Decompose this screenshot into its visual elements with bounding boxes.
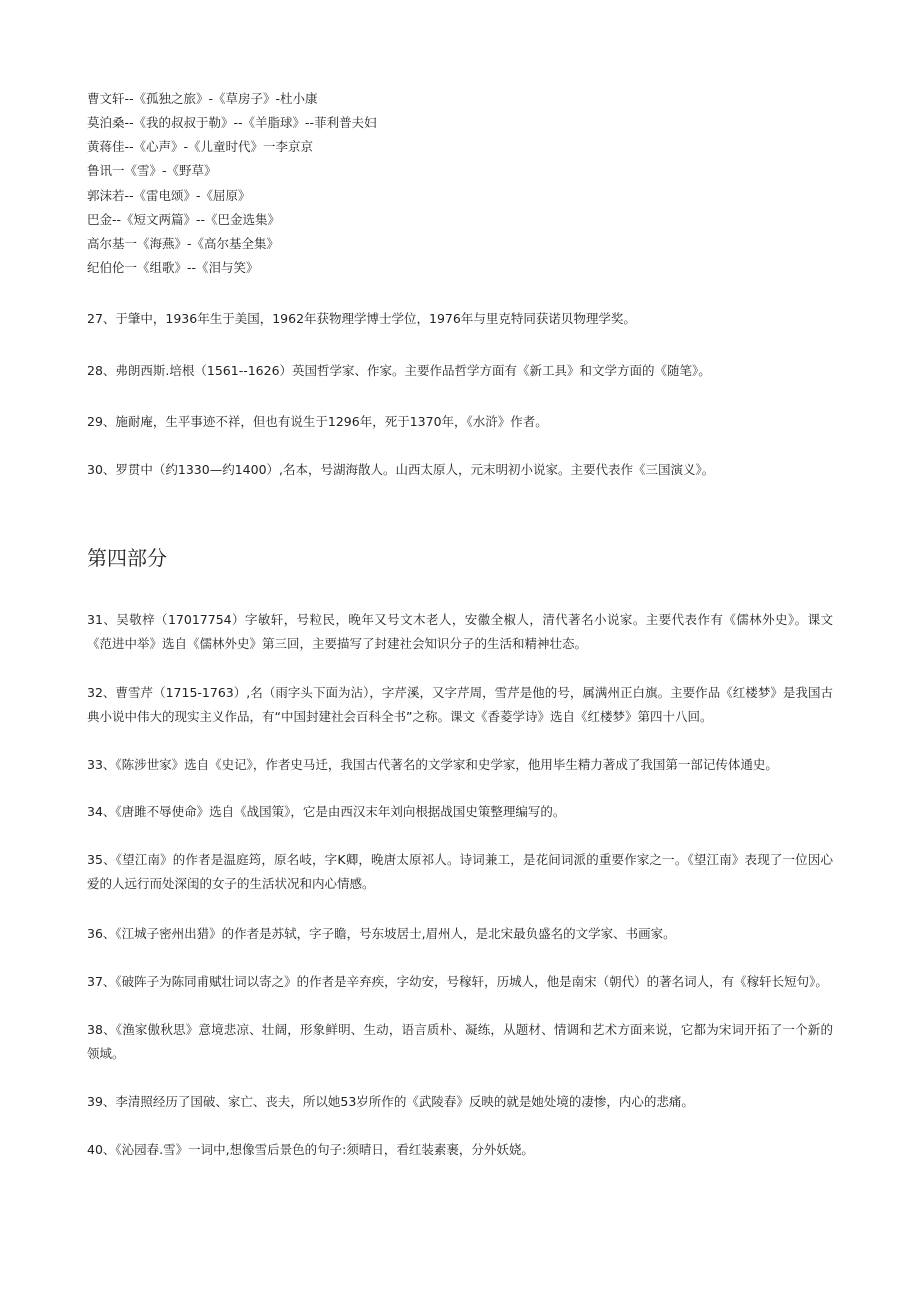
item-36: 36、《江城子密州出猎》的作者是苏轼，字子瞻，号东坡居士,眉州人，是北宋最负盛名的文学家、书画家。 <box>87 926 676 941</box>
section-heading: 第四部分 <box>87 546 167 570</box>
item-29: 29、施耐庵，生平事迹不祥，但也有说生于1296年，死于1370年，《水浒》作者。 <box>87 414 548 429</box>
work-line: 郭沫若--《雷电颂》-《屈原》 <box>87 188 251 203</box>
item-39: 39、李清照经历了国破、家亡、丧夫，所以她53岁所作的《武陵春》反映的就是她处境的凄惨，内心的悲痛。 <box>87 1094 694 1109</box>
item-30: 30、罗贯中（约1330—约1400）,名本，号湖海散人。山西太原人，元末明初小说家。主要代表作《三国演义》。 <box>87 462 715 477</box>
item-31: 31、吴敬梓（17017754）字敏轩，号粒民，晚年又号文木老人，安徽全椒人，清代著名小说家。主要代表作有《儒林外史》。课文《范进中举》选自《儒林外史》第三回，主要描写了封建社会知识分子的生活和精神壮态。 <box>87 612 833 651</box>
work-line: 鲁讯一《雪》-《野草》 <box>87 163 217 178</box>
item-27: 27、于肇中，1936年生于美国，1962年获物理学博士学位，1976年与里克特同获诺贝物理学奖。 <box>87 311 636 326</box>
work-line: 纪伯伦一《组歌》--《泪与笑》 <box>87 260 259 275</box>
item-35: 35、《望江南》的作者是温庭筠，原名岐，字K卿，晚唐太原祁人。诗词兼工，是花间词派的重要作家之一。《望江南》表现了一位因心爱的人远行而处深闺的女子的生活状况和内心情感。 <box>87 852 833 891</box>
work-line: 莫泊桑--《我的叔叔于勒》--《羊脂球》--菲利普夫妇 <box>87 115 377 130</box>
item-34: 34、《唐雎不辱使命》选自《战国策》，它是由西汉末年刘向根据战国史策整理编写的。 <box>87 804 566 819</box>
work-line: 巴金--《短文两篇》--《巴金选集》 <box>87 212 281 227</box>
item-38: 38、《渔家傲秋思》意境悲凉、壮阔，形象鲜明、生动，语言质朴、凝练，从题材、情调和艺术方面来说，它都为宋词开拓了一个新的领域。 <box>87 1022 833 1061</box>
item-37: 37、《破阵子为陈同甫赋壮词以寄之》的作者是辛弃疾，字幼安，号稼轩，历城人，他是南宋（朝代）的著名词人，有《稼轩长短句》。 <box>87 974 828 989</box>
item-40: 40、《沁园春.雪》一词中,想像雪后景色的句子:须晴日，看红装素裹，分外妖娆。 <box>87 1142 534 1157</box>
work-line: 高尔基一《海燕》-《高尔基全集》 <box>87 236 280 251</box>
item-28: 28、弗朗西斯.培根（1561--1626）英国哲学家、作家。主要作品哲学方面有《新工具》和文学方面的《随笔》。 <box>87 363 711 378</box>
work-line: 曹文轩--《孤独之旅》-《草房子》-杜小康 <box>87 91 318 106</box>
item-33: 33、《陈涉世家》选自《史记》，作者史马迁，我国古代著名的文学家和史学家，他用毕生精力著成了我国第一部记传体通史。 <box>87 757 778 772</box>
work-line: 黄蒋佳--《心声》-《儿童时代》一李京京 <box>87 139 314 154</box>
item-32: 32、曹雪芹（1715-1763）,名（雨字头下面为沾），字芹溪，又字芹周，雪芹是他的号，属满州正白旗。主要作品《红楼梦》是我国古典小说中伟大的现实主义作品，有“中国封建社会百科全书”之称。课文《香菱学诗》选自《红楼梦》第四十八回。 <box>87 685 833 724</box>
